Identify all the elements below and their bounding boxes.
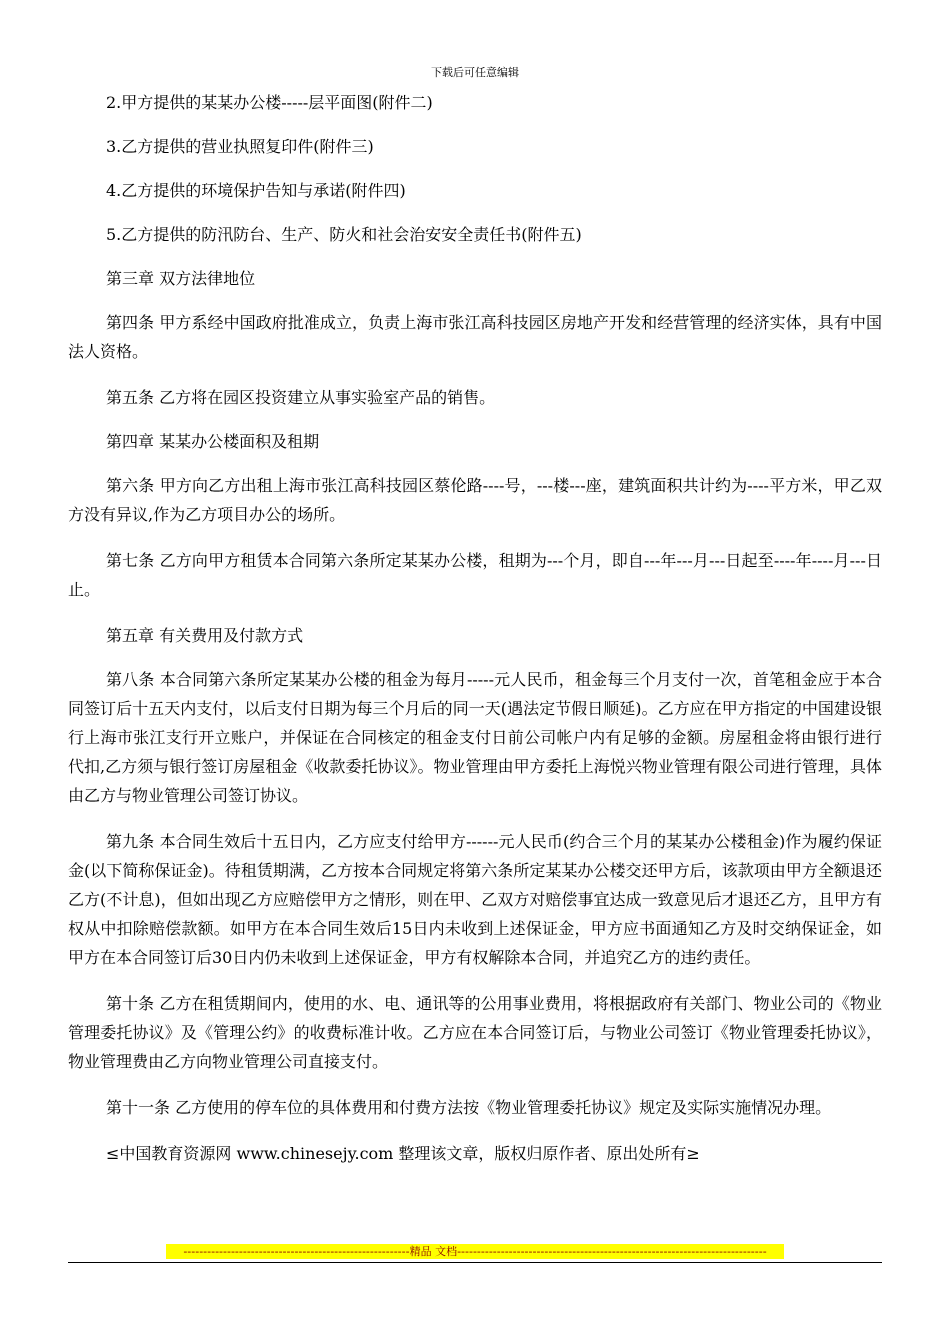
article-8: 第八条 本合同第六条所定某某办公楼的租金为每月-----元人民币，租金每三个月支付一次，首笔租金应于本合同签订后十五天内支付，以后支付日期为每三个月后的同一天(遇法定节假日顺延)。乙方应在甲方指定的中国建设银行上海市张江支行开立账户，并保证在合同核定的租金支付日前公司帐户内有足够的金额。房屋租金将由银行进行代扣,乙方须与银行签订房屋租金《收款委托协议》。物业管理由甲方委托上海悦兴物业管理有限公司进行管理，具体由乙方与物业管理公司签订协议。 xyxy=(68,670,882,805)
footer-banner: ---------------------------------------------------------精品 文档------------------------------------------------------------------------------ xyxy=(166,1244,784,1259)
chapter-5-heading: 第五章 有关费用及付款方式 xyxy=(106,626,304,645)
attachment-item-5: 5.乙方提供的防汛防台、生产、防火和社会治安安全责任书(附件五) xyxy=(106,225,582,244)
chapter-3-heading: 第三章 双方法律地位 xyxy=(106,269,256,288)
attachment-item-3: 3.乙方提供的营业执照复印件(附件三) xyxy=(106,137,374,156)
footer-divider xyxy=(68,1262,882,1263)
article-10: 第十条 乙方在租赁期间内，使用的水、电、通讯等的公用事业费用，将根据政府有关部门、物业公司的《物业管理委托协议》及《管理公约》的收费标准计收。乙方应在本合同签订后，与物业公司签订《物业管理委托协议》，物业管理费由乙方向物业管理公司直接支付。 xyxy=(68,994,882,1071)
chapter-4-heading: 第四章 某某办公楼面积及租期 xyxy=(106,432,320,451)
article-9: 第九条 本合同生效后十五日内，乙方应支付给甲方------元人民币(约合三个月的某某办公楼租金)作为履约保证金(以下简称保证金)。待租赁期满，乙方按本合同规定将第六条所定某某办公楼交还甲方后，该款项由甲方全额退还乙方(不计息)，但如出现乙方应赔偿甲方之情形，则在甲、乙双方对赔偿事宜达成一致意见后才退还乙方，且甲方有权从中扣除赔偿款额。如甲方在本合同生效后15日内未收到上述保证金，甲方应书面通知乙方及时交纳保证金，如甲方在本合同签订后30日内仍未收到上述保证金，甲方有权解除本合同，并追究乙方的违约责任。 xyxy=(68,832,882,967)
article-4: 第四条 甲方系经中国政府批准成立，负责上海市张江高科技园区房地产开发和经营管理的经济实体，具有中国法人资格。 xyxy=(68,313,882,361)
attachment-item-4: 4.乙方提供的环境保护告知与承诺(附件四) xyxy=(106,181,406,200)
page-header-note: 下载后可任意编辑 xyxy=(431,66,519,79)
document-body xyxy=(68,88,882,1185)
attachment-item-2: 2.甲方提供的某某办公楼-----层平面图(附件二) xyxy=(106,93,433,112)
article-11: 第十一条 乙方使用的停车位的具体费用和付费方法按《物业管理委托协议》规定及实际实施情况办理。 xyxy=(106,1098,832,1117)
article-5: 第五条 乙方将在园区投资建立从事实验室产品的销售。 xyxy=(106,388,496,407)
source-notice: ≤中国教育资源网 www.chinesejy.com 整理该文章，版权归原作者、原出处所有≥ xyxy=(106,1144,700,1163)
article-6: 第六条 甲方向乙方出租上海市张江高科技园区蔡伦路----号，---楼---座，建筑面积共计约为----平方米，甲乙双方没有异议,作为乙方项目办公的场所。 xyxy=(68,476,882,524)
article-7: 第七条 乙方向甲方租赁本合同第六条所定某某办公楼，租期为---个月，即自---年---月---日起至----年----月---日止。 xyxy=(68,551,882,599)
